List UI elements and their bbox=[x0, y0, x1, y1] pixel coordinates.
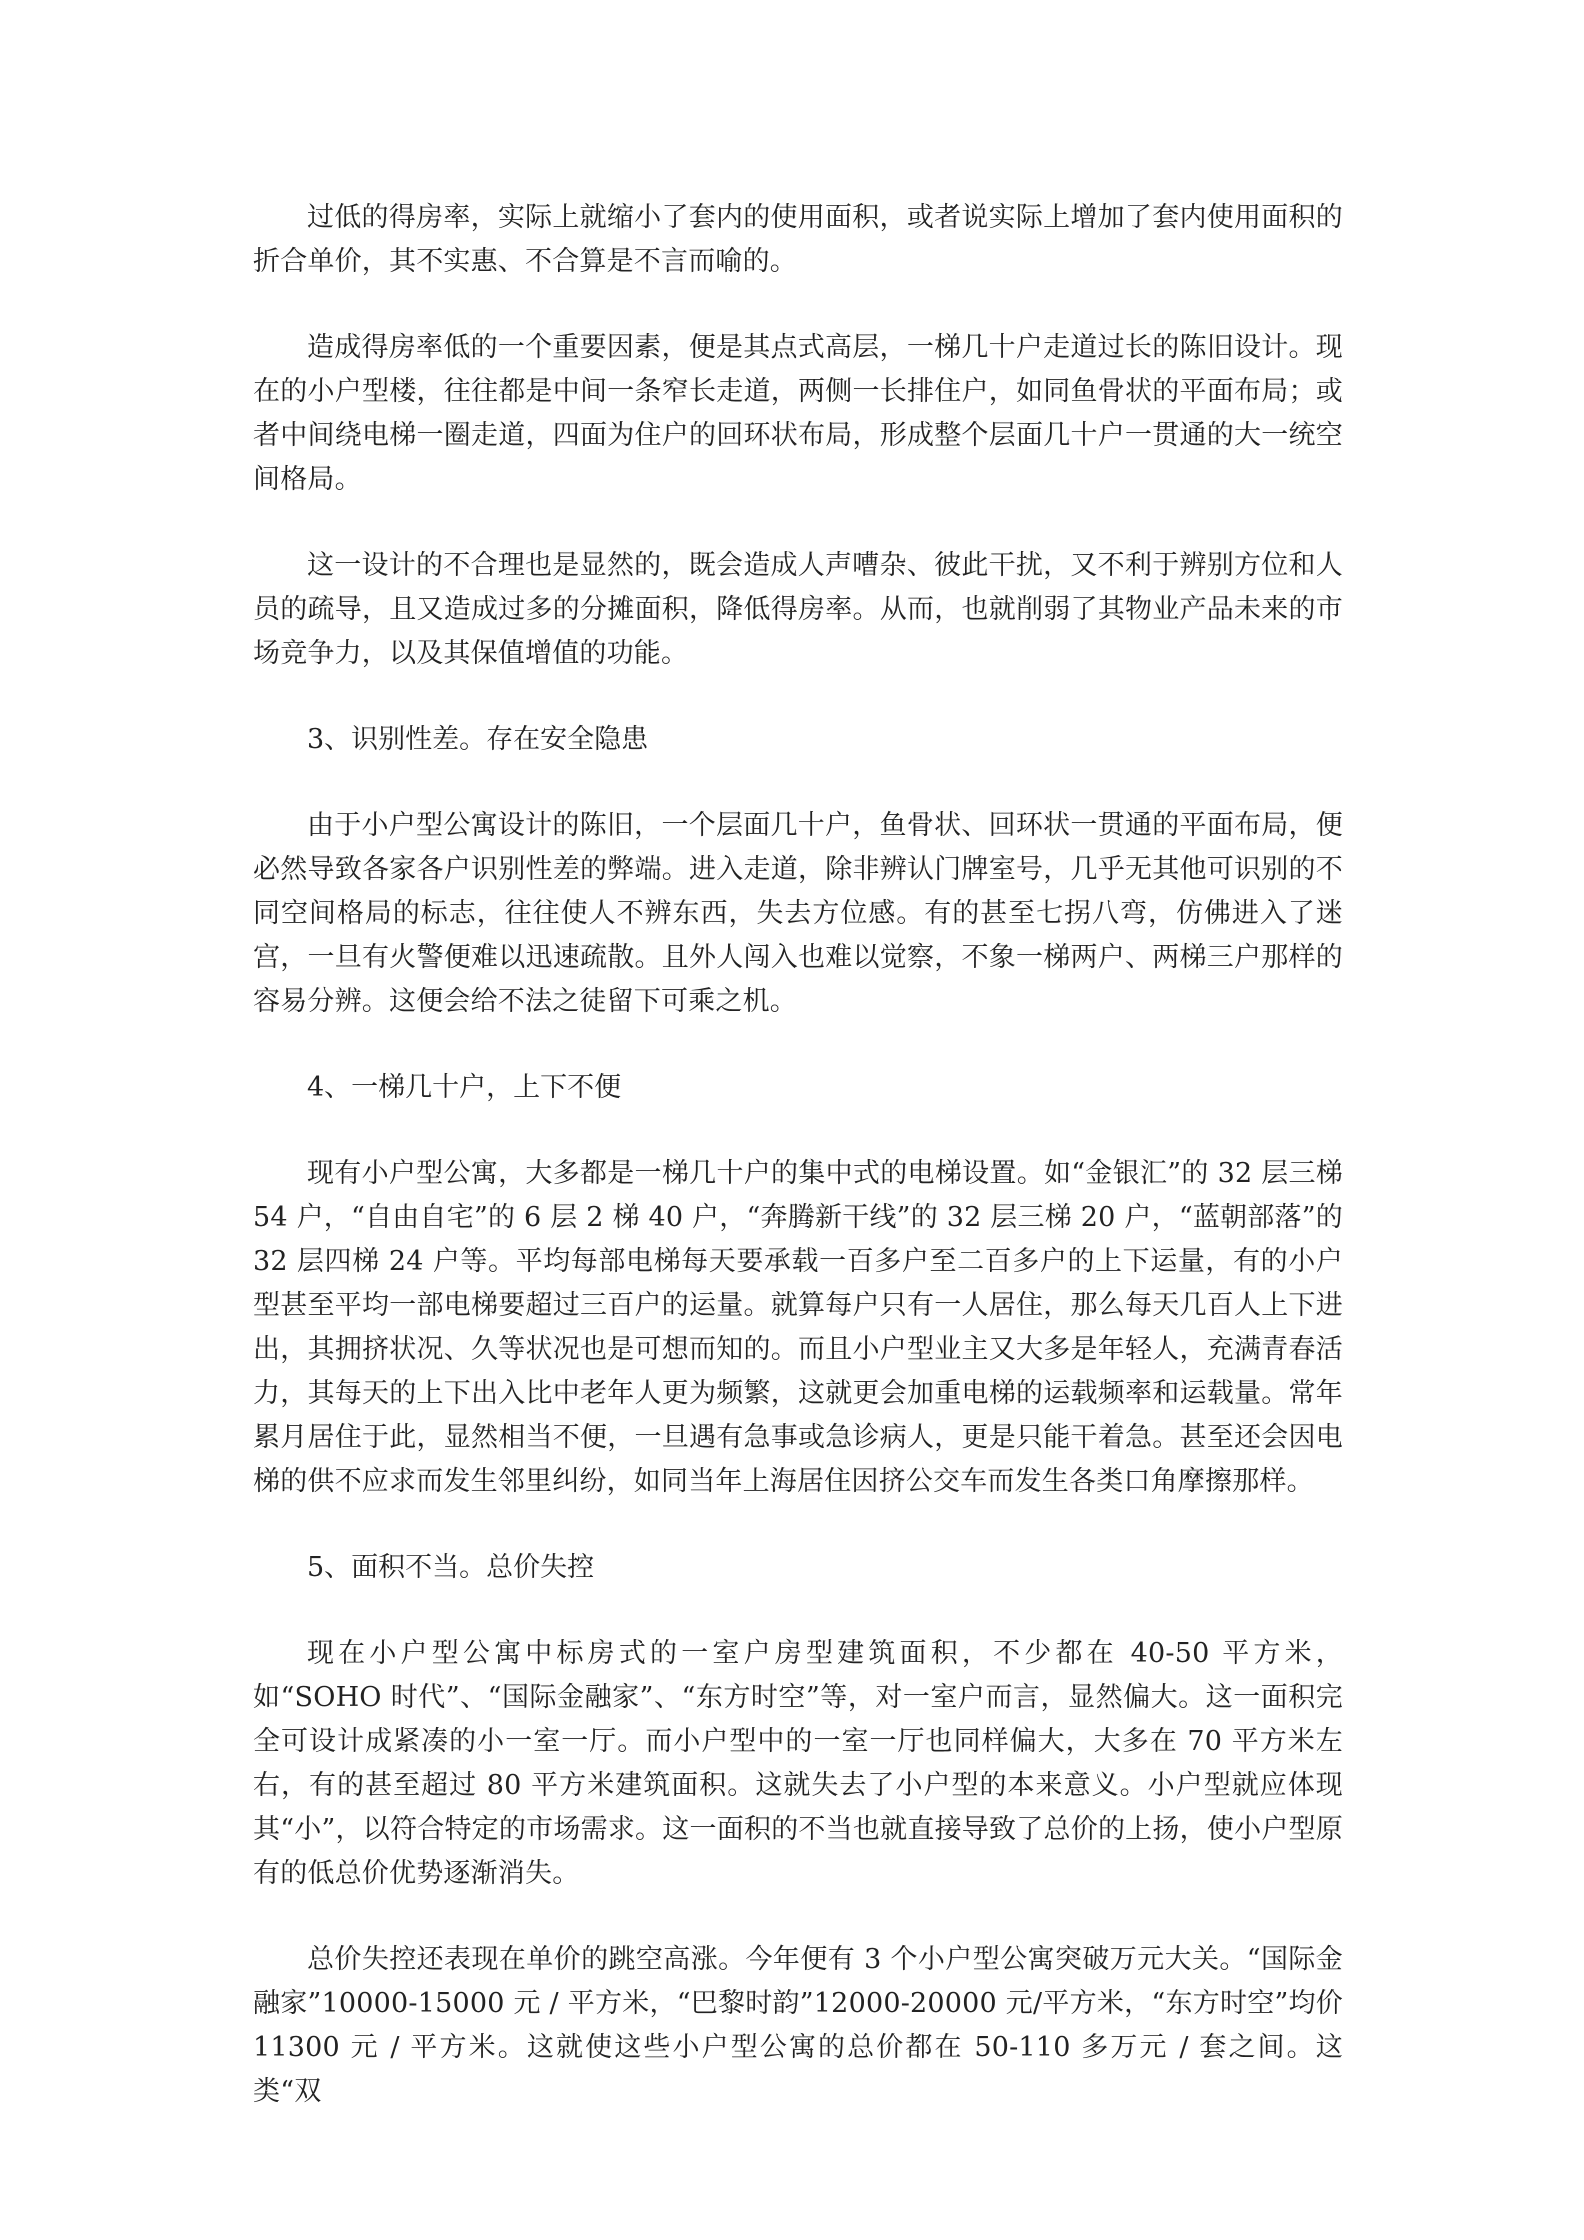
paragraph-5: 现有小户型公寓，大多都是一梯几十户的集中式的电梯设置。如“金银汇”的 32 层三梯 54 户，“自由自宅”的 6 层 2 梯 40 户，“奔腾新干线”的 32 层三梯 20 户，“蓝朝部落”的 32 层四梯 24 户等。平均每部电梯每天要承载一百多户至二百多户的上下运量，有的小户型甚至平均一部电梯要超过三百户的运量。就算每户只有一人居住，那么每天几百人上下进出，其拥挤状况、久等状况也是可想而知的。而且小户型业主又大多是年轻人，充满青春活力，其每天的上下出入比中老年人更为频繁，这就更会加重电梯的运载频率和运载量。常年累月居住于此，显然相当不便，一旦遇有急事或急诊病人，更是只能干着急。甚至还会因电梯的供不应求而发生邻里纠纷，如同当年上海居住因挤公交车而发生各类口角摩擦那样。 bbox=[253, 1158, 1343, 1497]
paragraph-6: 现在小户型公寓中标房式的一室户房型建筑面积，不少都在 40-50 平方米，如“SOHO 时代”、“国际金融家”、“东方时空”等，对一室户而言，显然偏大。这一面积完全可设计成紧凑的小一室一厅。而小户型中的一室一厅也同样偏大，大多在 70 平方米左右，有的甚至超过 80 平方米建筑面积。这就失去了小户型的本来意义。小户型就应体现其“小”，以符合特定的市场需求。这一面积的不当也就直接导致了总价的上扬，使小户型原有的低总价优势逐渐消失。 bbox=[253, 1638, 1343, 1889]
section-heading-4: 4、一梯几十户，上下不便 bbox=[307, 1072, 622, 1103]
section-heading-3: 3、识别性差。存在安全隐患 bbox=[307, 724, 649, 755]
section-heading-5: 5、面积不当。总价失控 bbox=[307, 1552, 595, 1583]
paragraph-4: 由于小户型公寓设计的陈旧，一个层面几十户，鱼骨状、回环状一贯通的平面布局，便必然导致各家各户识别性差的弊端。进入走道，除非辨认门牌室号，几乎无其他可识别的不同空间格局的标志，往往使人不辨东西，失去方位感。有的甚至七拐八弯，仿佛进入了迷宫，一旦有火警便难以迅速疏散。且外人闯入也难以觉察，不象一梯两户、两梯三户那样的容易分辨。这便会给不法之徒留下可乘之机。 bbox=[253, 810, 1343, 1017]
article-body bbox=[253, 196, 1343, 2156]
paragraph-2: 造成得房率低的一个重要因素，便是其点式高层，一梯几十户走道过长的陈旧设计。现在的小户型楼，往往都是中间一条窄长走道，两侧一长排住户，如同鱼骨状的平面布局；或者中间绕电梯一圈走道，四面为住户的回环状布局，形成整个层面几十户一贯通的大一统空间格局。 bbox=[253, 332, 1343, 495]
paragraph-3: 这一设计的不合理也是显然的，既会造成人声嘈杂、彼此干扰，又不利于辨别方位和人员的疏导，且又造成过多的分摊面积，降低得房率。从而，也就削弱了其物业产品未来的市场竞争力，以及其保值增值的功能。 bbox=[253, 550, 1343, 669]
paragraph-7: 总价失控还表现在单价的跳空高涨。今年便有 3 个小户型公寓突破万元大关。“国际金融家”10000-15000 元 / 平方米，“巴黎时韵”12000-20000 元/平方米，“东方时空”均价 11300 元 / 平方米。这就使这些小户型公寓的总价都在 50-110 多万元 / 套之间。这类“双 bbox=[253, 1944, 1343, 2107]
paragraph-1: 过低的得房率，实际上就缩小了套内的使用面积，或者说实际上增加了套内使用面积的折合单价，其不实惠、不合算是不言而喻的。 bbox=[253, 202, 1343, 277]
